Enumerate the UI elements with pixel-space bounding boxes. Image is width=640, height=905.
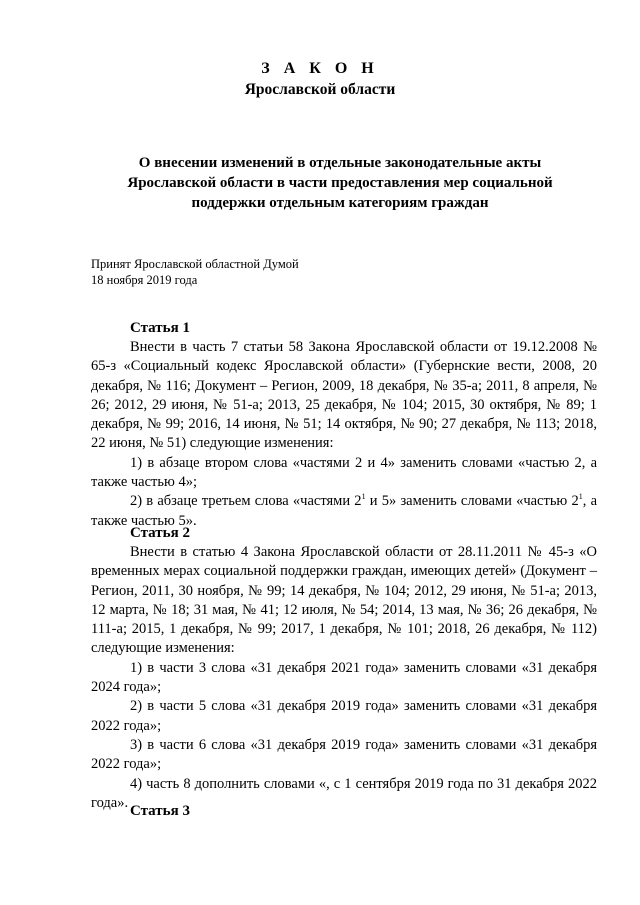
article-1-intro: Внести в часть 7 статьи 58 Закона Ярославской области от 19.12.2008 № 65-з «Социальный кодекс Ярославской области» (Губернские вести, 2008, 20 декабря, № 116; Документ – Регион, 2009, 18 декабря, № 35-а; 2011, 8 апреля, № 26; 2012, 29 июня, № 51-а; 2013, 25 декабря, № 104; 2015, 30 октября, № 89; 1 декабря, № 99; 2016, 14 июня, № 51; 14 октября, № 90; 27 декабря, № 113; 2018, 22 июня, № 51) следующие изменения: [91, 339, 597, 452]
item-2-text-b: и 5» заменить словами «частью 2 [365, 493, 579, 510]
law-subject [95, 153, 585, 213]
article-2-intro: Внести в статью 4 Закона Ярославской области от 28.11.2011 № 45-з «О временных мерах социальной поддержки граждан, имеющих детей» (Документ – Регион, 2011, 30 ноября, № 99; 14 декабря, № 104; 2012, 29 июня, № 51-а; 2013, 12 марта, № 18; 31 мая, № 41; 12 июля, № 54; 2014, 13 мая, № 36; 26 декабря, № 111-а; 2015, 1 декабря, № 99; 2017, 1 декабря, № 101; 2018, 26 декабря, № 112) следующие изменения: [91, 544, 597, 657]
article-2-item-2: 2) в части 5 слова «31 декабря 2019 года» заменить словами «31 декабря 2022 года»; [91, 698, 597, 734]
article-1-heading: Статья 1 [130, 320, 190, 336]
article-2-item-4: 4) часть 8 дополнить словами «, с 1 сентября 2019 года по 31 декабря 2022 года». [91, 775, 597, 811]
article-1-body [91, 338, 597, 531]
adoption-note [91, 256, 299, 288]
item-2-sup-2: 1 [578, 492, 583, 502]
item-2-sup-1: 1 [361, 492, 366, 502]
article-2-item-1: 1) в части 3 слова «31 декабря 2021 года» заменить словами «31 декабря 2024 года»; [91, 659, 597, 696]
law-region: Ярославской области [244, 81, 396, 98]
item-2-text-c: , а также частью 5». [91, 493, 598, 529]
subject-line-3: поддержки отдельным категориям граждан [191, 195, 489, 211]
article-1-item-1: 1) в абзаце втором слова «частями 2 и 4» заменить словами «частью 2, а также частью 4»; [91, 454, 597, 491]
adopted-by: Принят Ярославской областной Думой [91, 257, 299, 271]
subject-line-1: О внесении изменений в отдельные законодательные акты [138, 155, 542, 171]
article-2-heading: Статья 2 [130, 525, 190, 541]
article-2-item-3: 3) в части 6 слова «31 декабря 2019 года» заменить словами «31 декабря 2022 года»; [91, 736, 597, 773]
subject-line-2: Ярославской области в части предоставления мер социальной [127, 175, 553, 191]
adopted-date: 18 ноября 2019 года [91, 273, 198, 287]
article-3-heading: Статья 3 [130, 803, 190, 819]
law-title: З А К О Н [261, 60, 379, 77]
item-2-text-a: 2) в абзаце третьем слова «частями 2 [130, 493, 362, 510]
article-2-body [91, 543, 597, 813]
